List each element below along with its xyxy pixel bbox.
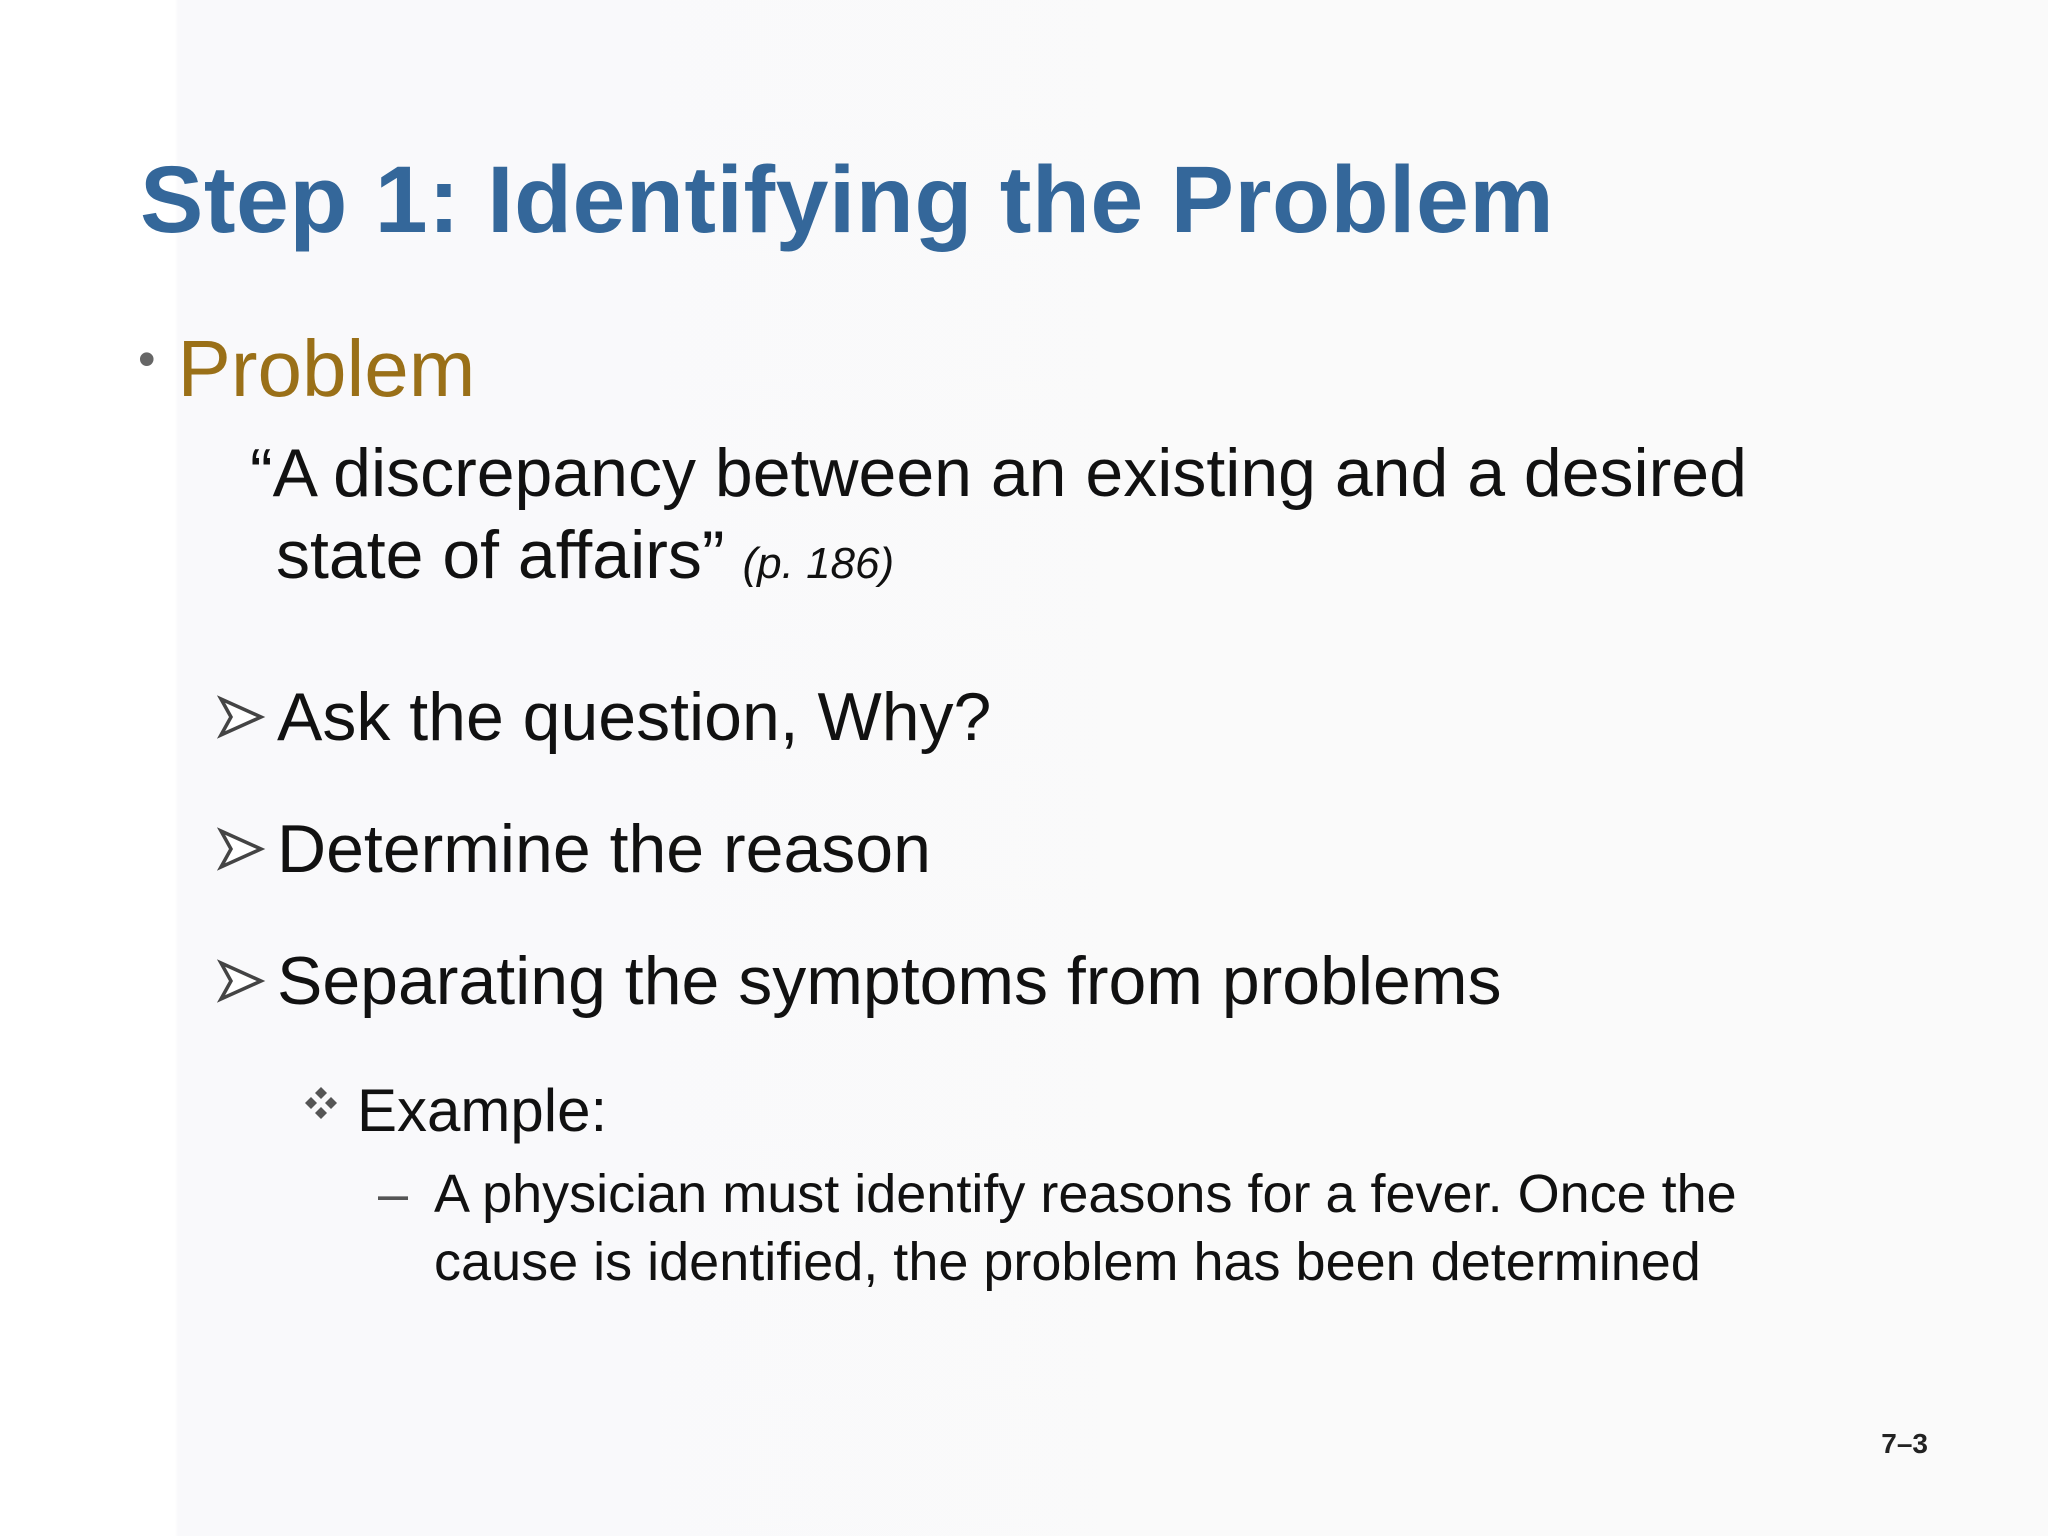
- bullet-dot-icon: •: [138, 331, 156, 387]
- arrow-item-1: [215, 680, 991, 755]
- definition-line-2-wrap: [250, 514, 1850, 605]
- example-detail-line-1: A physician must identify reasons for a fever. Once the: [434, 1164, 1737, 1224]
- problem-bullet: [138, 325, 475, 413]
- page-number: 7–3: [1881, 1428, 1928, 1459]
- arrow-item-text: Determine the reason: [277, 811, 931, 887]
- dash-bullet-icon: –: [378, 1164, 409, 1224]
- example-detail: [378, 1160, 1878, 1296]
- arrow-bullet-icon: [215, 955, 267, 1007]
- example-label: Example:: [357, 1077, 608, 1144]
- arrow-bullet-icon: [215, 823, 267, 875]
- problem-heading: Problem: [177, 324, 476, 413]
- arrow-item-3: [215, 944, 1502, 1019]
- arrow-item-2: [215, 812, 931, 887]
- definition-line-1: “A discrepancy between an existing and a desired: [250, 435, 1747, 511]
- example-detail-line-2: cause is identified, the problem has been determined: [434, 1232, 1701, 1292]
- arrow-bullet-icon: [215, 691, 267, 743]
- slide-title: Step 1: Identifying the Problem: [140, 147, 1555, 253]
- arrow-item-text: Separating the symptoms from problems: [277, 943, 1502, 1019]
- definition-citation: (p. 186): [742, 539, 895, 588]
- example-item: [303, 1078, 607, 1144]
- example-detail-text: [434, 1160, 1834, 1296]
- problem-definition: [250, 432, 1850, 605]
- arrow-item-text: Ask the question, Why?: [277, 679, 992, 755]
- definition-line-2: state of affairs”: [276, 517, 725, 593]
- diamond-bullet-icon: [303, 1085, 339, 1121]
